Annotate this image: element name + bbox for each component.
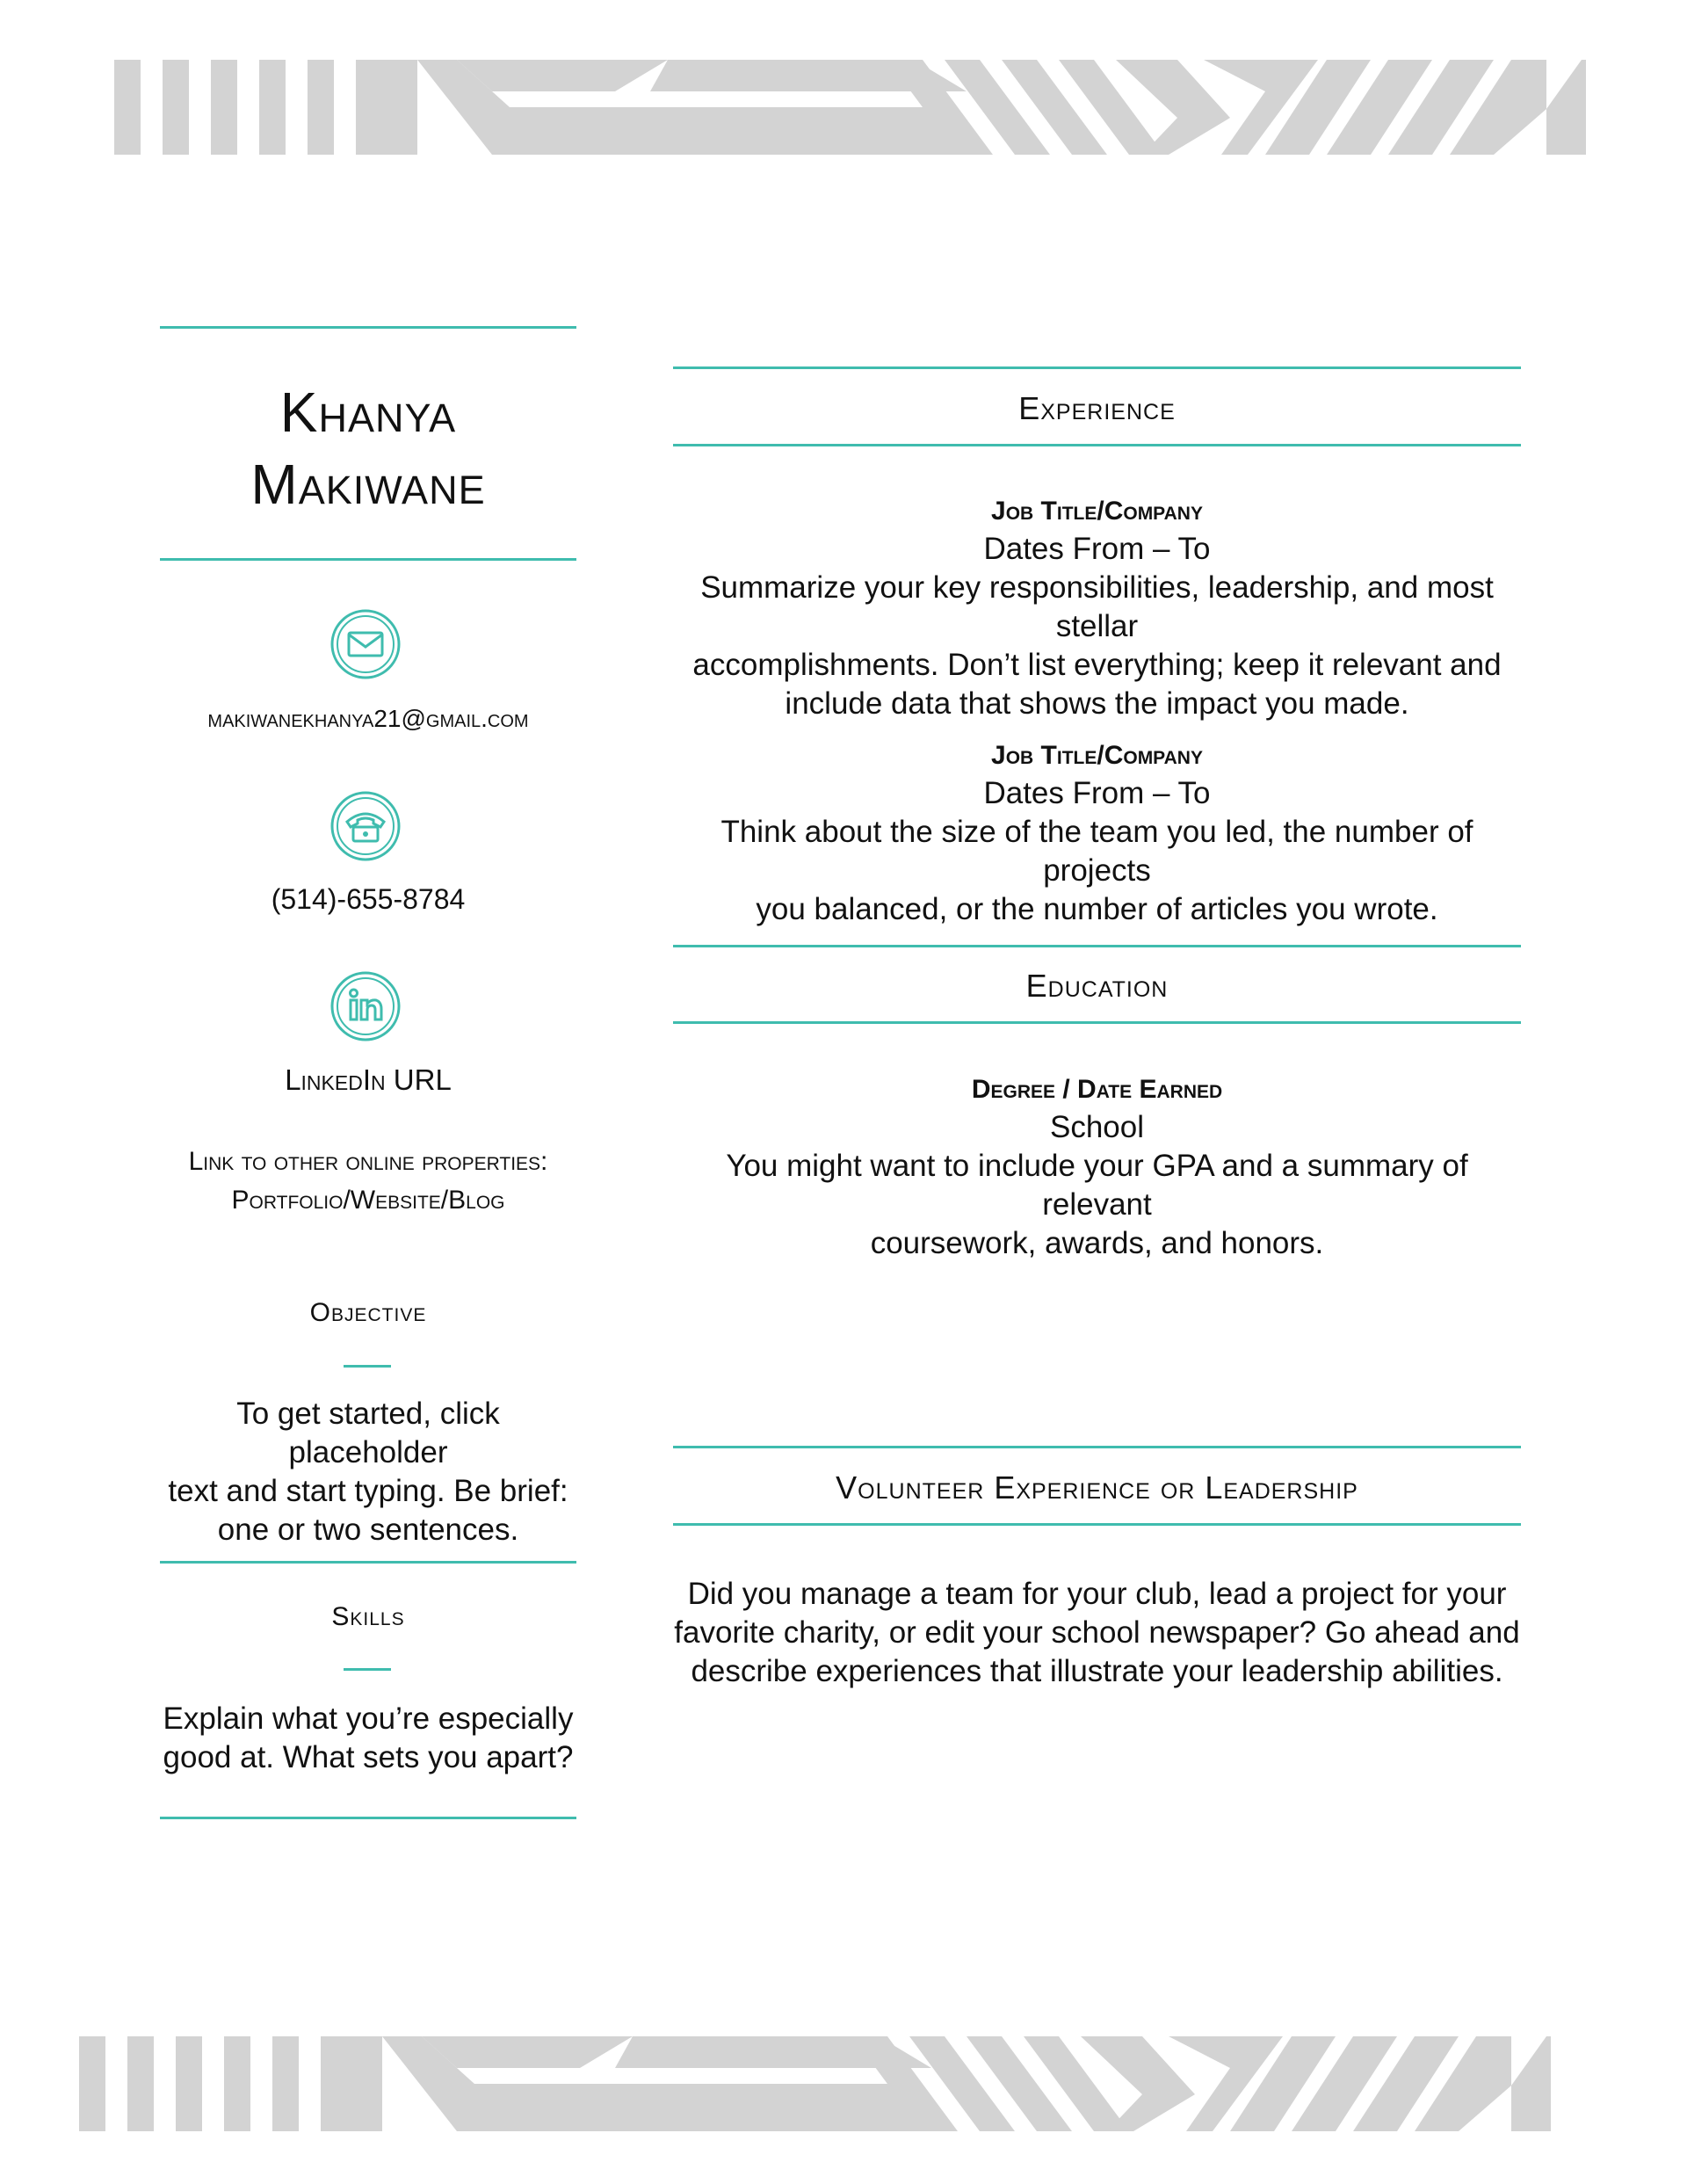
telephone-icon bbox=[329, 790, 402, 862]
phone-text[interactable]: (514)-655-8784 bbox=[271, 883, 466, 915]
education-bottom-rule bbox=[673, 1021, 1521, 1024]
job-dates: Dates From – To bbox=[983, 532, 1211, 566]
volunteer-top-rule bbox=[673, 1446, 1521, 1448]
volunteer-bottom-rule bbox=[673, 1523, 1521, 1526]
job-title: Job Title/Company bbox=[991, 741, 1203, 770]
job-description-line: Think about the size of the team you led, the number of projects bbox=[720, 815, 1473, 888]
job-entry bbox=[673, 741, 1521, 929]
envelope-icon bbox=[329, 608, 402, 680]
experience-bottom-rule bbox=[673, 444, 1521, 446]
left-bottom-rule bbox=[160, 1817, 576, 1819]
volunteer-line: favorite charity, or edit your school newspaper? Go ahead and bbox=[674, 1615, 1520, 1650]
volunteer-title: Volunteer Experience or Leadership bbox=[836, 1469, 1358, 1506]
education-top-rule bbox=[673, 945, 1521, 947]
job-description-line: Summarize your key responsibilities, leadership, and most stellar bbox=[700, 570, 1494, 643]
skills-text bbox=[160, 1700, 576, 1777]
job-description bbox=[673, 813, 1521, 929]
skills-title: Skills bbox=[331, 1602, 405, 1631]
job-description-line: include data that shows the impact you made. bbox=[785, 686, 1409, 721]
other-properties bbox=[160, 1143, 576, 1220]
left-top-rule bbox=[160, 326, 576, 329]
school-name: School bbox=[1049, 1110, 1145, 1144]
email-text[interactable]: makiwanekhanya21@gmail.com bbox=[207, 705, 529, 732]
other-properties-label: Link to other online properties: bbox=[188, 1147, 548, 1176]
linkedin-url[interactable]: LinkedIn URL bbox=[285, 1063, 452, 1096]
volunteer-text bbox=[673, 1575, 1521, 1691]
skills-accent-rule bbox=[344, 1668, 391, 1671]
skills-line: good at. What sets you apart? bbox=[163, 1740, 574, 1774]
experience-top-rule bbox=[673, 366, 1521, 369]
job-description-line: you balanced, or the number of articles you wrote. bbox=[756, 892, 1438, 926]
job-description-line: accomplishments. Don’t list everything; keep it relevant and bbox=[692, 648, 1502, 682]
objective-line: text and start typing. Be brief: bbox=[168, 1474, 568, 1508]
name-heading bbox=[160, 376, 576, 520]
experience-title: Experience bbox=[1018, 390, 1176, 426]
left-name-rule bbox=[160, 558, 576, 561]
objective-text bbox=[160, 1395, 576, 1549]
education-line: coursework, awards, and honors. bbox=[870, 1226, 1324, 1260]
first-name: Khanya bbox=[279, 381, 457, 444]
job-description bbox=[673, 569, 1521, 723]
objective-title: Objective bbox=[309, 1298, 427, 1327]
skills-line: Explain what you’re especially bbox=[163, 1701, 574, 1736]
job-title: Job Title/Company bbox=[991, 497, 1203, 526]
education-description bbox=[673, 1147, 1521, 1263]
last-name: Makiwane bbox=[250, 453, 486, 516]
degree-title: Degree / Date Earned bbox=[971, 1075, 1223, 1104]
objective-accent-rule bbox=[344, 1365, 391, 1368]
volunteer-line: describe experiences that illustrate your leadership abilities. bbox=[691, 1654, 1503, 1688]
linkedin-icon bbox=[329, 970, 402, 1042]
other-properties-value[interactable]: Portfolio/Website/Blog bbox=[231, 1186, 505, 1215]
objective-line: one or two sentences. bbox=[217, 1513, 519, 1547]
job-dates: Dates From – To bbox=[983, 776, 1211, 810]
education-entry bbox=[673, 1075, 1521, 1263]
education-line: You might want to include your GPA and a summary of relevant bbox=[726, 1149, 1468, 1222]
education-title: Education bbox=[1025, 968, 1169, 1004]
bottom-decorative-band bbox=[0, 2033, 1687, 2138]
left-skills-rule bbox=[160, 1561, 576, 1564]
volunteer-line: Did you manage a team for your club, lead a project for your bbox=[687, 1577, 1507, 1611]
top-decorative-band bbox=[0, 56, 1687, 162]
objective-line: To get started, click placeholder bbox=[236, 1397, 500, 1469]
job-entry bbox=[673, 497, 1521, 723]
